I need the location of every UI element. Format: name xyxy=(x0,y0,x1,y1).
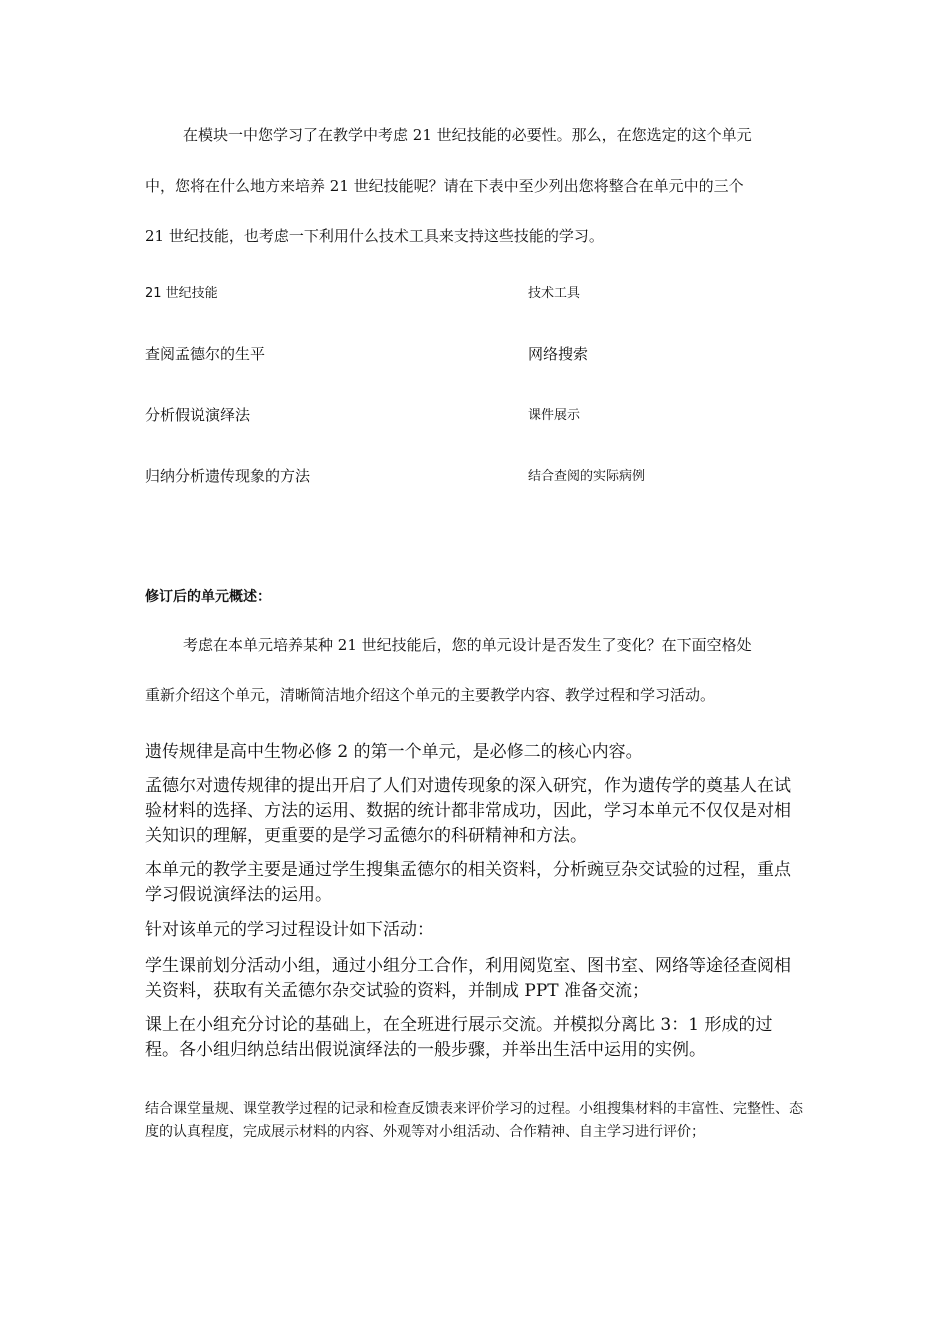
body-paragraph-4: 针对该单元的学习过程设计如下活动： xyxy=(145,920,434,940)
table-row-1-tool: 网络搜索 xyxy=(528,345,589,363)
table-row-3-skill: 归纳分析遗传现象的方法 xyxy=(145,467,311,485)
body-paragraph-5: 学生课前划分活动小组，通过小组分工合作，利用阅览室、图书室、网络等途径查阅相关资料，获取有关孟德尔杂交试验的资料，并制成 PPT 准备交流； xyxy=(145,956,791,1001)
table-header-skill: 21 世纪技能 xyxy=(145,286,218,301)
body-paragraph-7: 结合课堂量规、课堂教学过程的记录和检查反馈表来评价学习的过程。小组搜集材料的丰富性、完整性、态度的认真程度，完成展示材料的内容、外观等对小组活动、合作精神、自主学习进行评价； xyxy=(145,1101,803,1140)
table-row-1-skill: 查阅孟德尔的生平 xyxy=(145,345,266,363)
table-row-2-tool: 课件展示 xyxy=(528,408,581,423)
intro-line-1: 在模块一中您学习了在教学中考虑 21 世纪技能的必要性。那么，在您选定的这个单元 xyxy=(183,126,752,144)
body-paragraph-3: 本单元的教学主要是通过学生搜集孟德尔的相关资料，分析豌豆杂交试验的过程，重点学习假说演绎法的运用。 xyxy=(145,860,791,905)
table-header-tool: 技术工具 xyxy=(528,286,581,301)
revised-intro-line-1: 考虑在本单元培养某种 21 世纪技能后，您的单元设计是否发生了变化？在下面空格处 xyxy=(183,636,752,654)
intro-line-3: 21 世纪技能，也考虑一下利用什么技术工具来支持这些技能的学习。 xyxy=(145,227,604,245)
body-paragraph-6: 课上在小组充分讨论的基础上，在全班进行展示交流。并模拟分离比 3：1 形成的过程。各小组归纳总结出假说演绎法的一般步骤，并举出生活中运用的实例。 xyxy=(145,1015,773,1060)
revised-heading: 修订后的单元概述： xyxy=(145,589,271,605)
table-row-2-skill: 分析假说演绎法 xyxy=(145,406,251,424)
table-row-3-tool: 结合查阅的实际病例 xyxy=(528,469,646,484)
revised-intro-line-2: 重新介绍这个单元，清晰简洁地介绍这个单元的主要教学内容、教学过程和学习活动。 xyxy=(145,686,716,704)
intro-line-2: 中，您将在什么地方来培养 21 世纪技能呢？请在下表中至少列出您将整合在单元中的三个 xyxy=(145,177,744,195)
body-paragraph-2: 孟德尔对遗传规律的提出开启了人们对遗传现象的深入研究，作为遗传学的奠基人在试验材料的选择、方法的运用、数据的统计都非常成功，因此，学习本单元不仅仅是对相关知识的理解，更重要的是学习孟德尔的科研精神和方法。 xyxy=(145,776,791,846)
body-paragraph-1: 遗传规律是高中生物必修 2 的第一个单元，是必修二的核心内容。 xyxy=(145,742,643,762)
